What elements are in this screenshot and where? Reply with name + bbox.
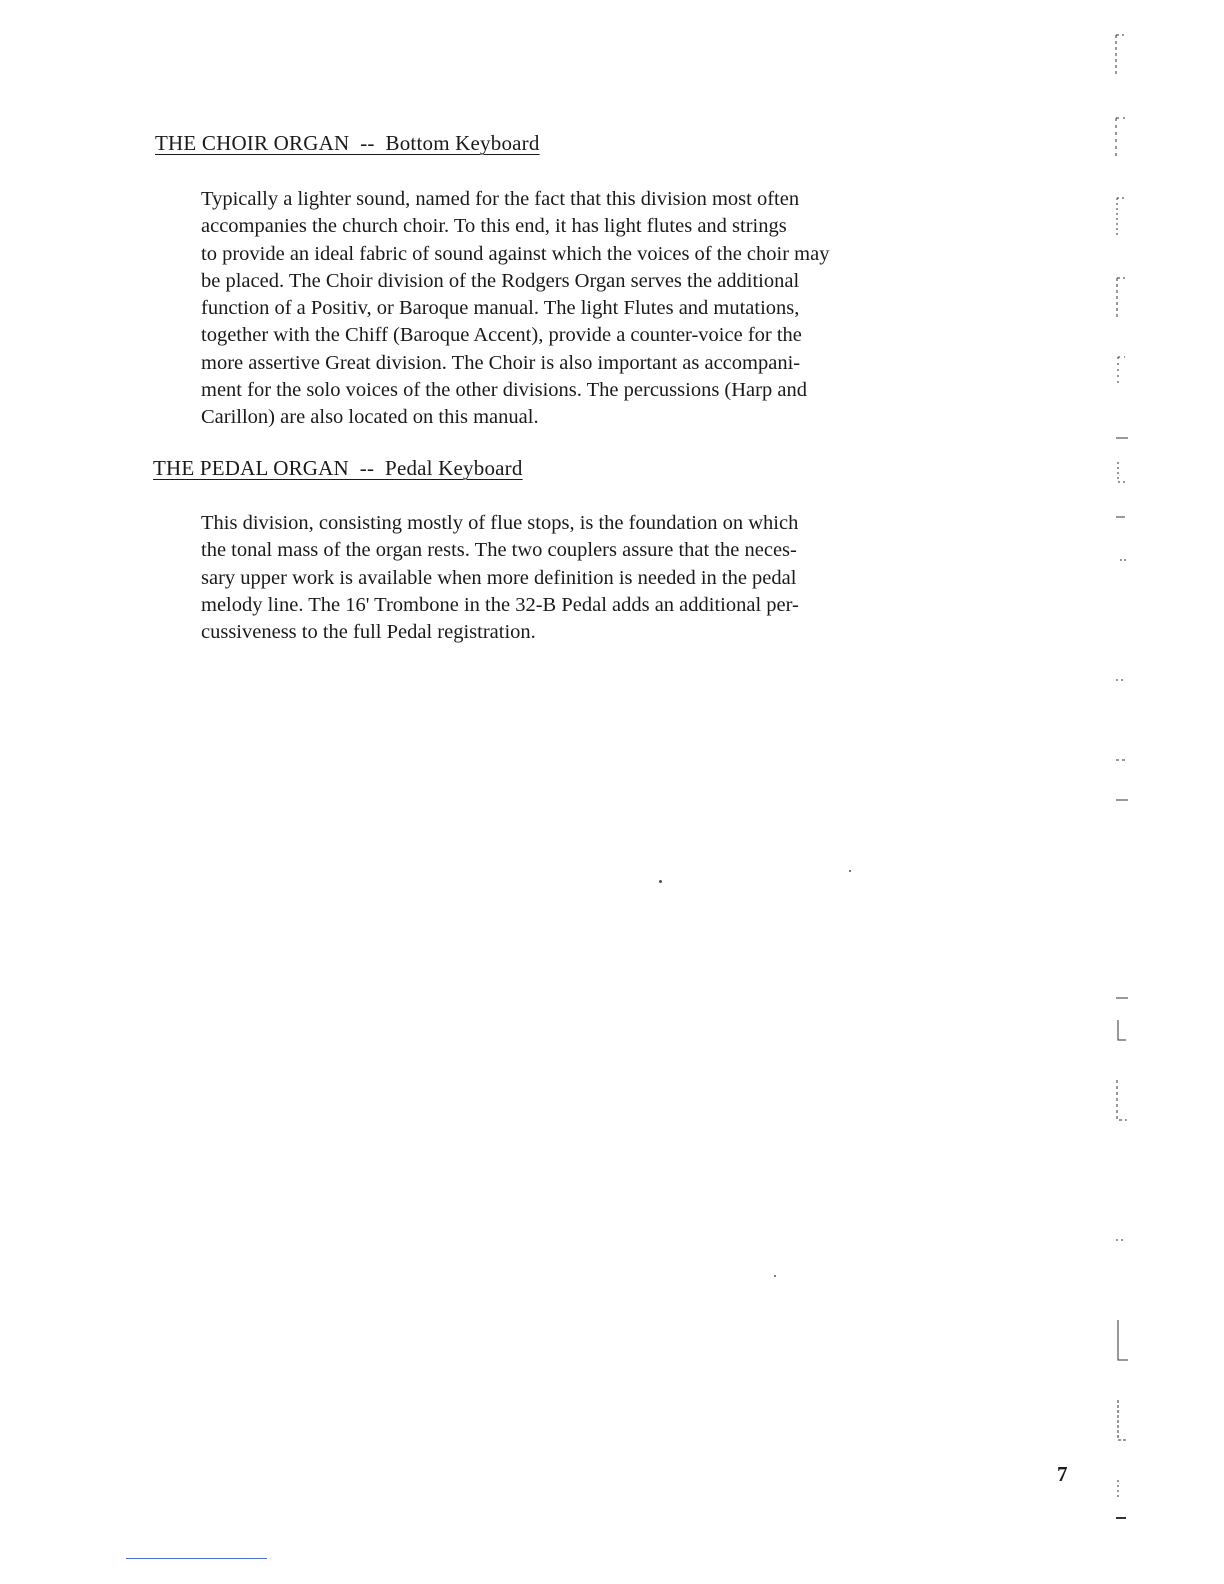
text-line: This division, consisting mostly of flue stops, is the foundation on which xyxy=(201,512,799,534)
text-line: cussiveness to the full Pedal registration. xyxy=(201,621,536,644)
text-line: to provide an ideal fabric of sound against which the voices of the choir may xyxy=(201,242,830,265)
page-number: 7 xyxy=(1057,1462,1068,1486)
text-line: Carillon) are also located on this manual. xyxy=(201,406,539,429)
text-line: ment for the solo voices of the other divisions. The percussions (Harp and xyxy=(201,379,807,402)
scan-edge-artifacts xyxy=(1108,0,1138,1584)
scan-speck xyxy=(774,1275,776,1277)
text-line: sary upper work is available when more definition is needed in the pedal xyxy=(201,566,797,589)
text-line: accompanies the church choir. To this end, it has light flutes and strings xyxy=(201,215,787,238)
paragraph-choir-organ xyxy=(201,186,1031,432)
paragraph-pedal-organ xyxy=(201,510,1031,646)
scan-speck xyxy=(849,870,851,872)
text-line: Typically a lighter sound, named for the fact that this division most often xyxy=(201,188,800,210)
text-line: together with the Chiff (Baroque Accent), provide a counter-voice for the xyxy=(201,324,802,347)
section-heading-choir-organ: THE CHOIR ORGAN -- Bottom Keyboard xyxy=(155,131,540,155)
scan-speck xyxy=(659,880,662,883)
text-line: melody line. The 16' Trombone in the 32-B Pedal adds an additional per- xyxy=(201,593,799,616)
section-heading-pedal-organ: THE PEDAL ORGAN -- Pedal Keyboard xyxy=(153,456,523,480)
text-line: be placed. The Choir division of the Rodgers Organ serves the additional xyxy=(201,269,800,292)
bottom-edge-line xyxy=(126,1558,267,1559)
text-line: function of a Positiv, or Baroque manual. The light Flutes and mutations, xyxy=(201,297,800,320)
text-line: the tonal mass of the organ rests. The two couplers assure that the neces- xyxy=(201,539,797,562)
text-line: more assertive Great division. The Choir is also important as accompani- xyxy=(201,351,801,374)
